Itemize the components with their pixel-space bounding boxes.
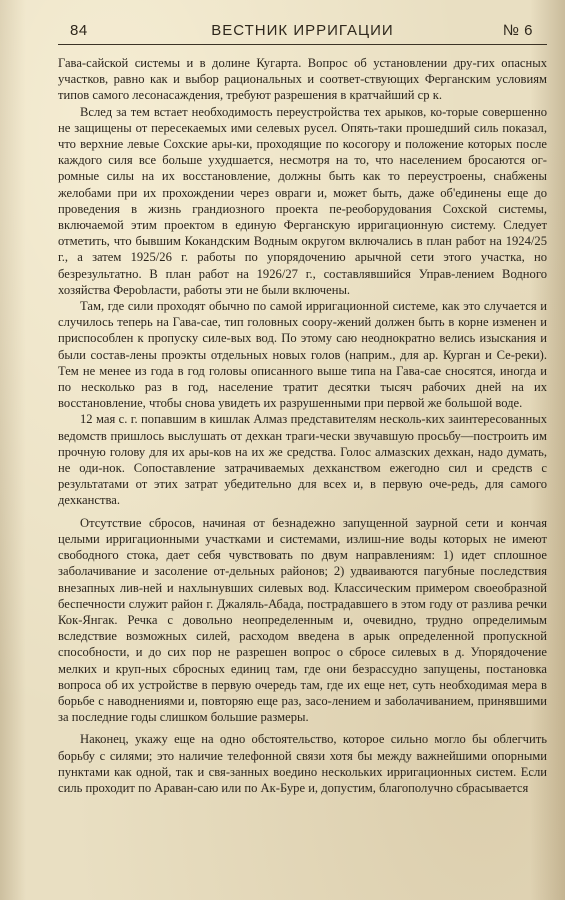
paragraph: Наконец, укажу еще на одно обстоятельство, которое сильно могло бы облегчить борьбу с силями; это наличие телефонной связи хотя бы между важнейшими опорными пунктами как одной, так и свя-занных воедино нескольких ирригационных систем. Если силь проходит по Араван-саю или по Ак-Буре и, допустим, благополучно сбрасывается	[58, 732, 547, 795]
paragraph: Там, где сили проходят обычно по самой ирригационной системе, как это случается и случилось теперь на Гава-сае, тип головных соору-жений должен быть в корне изменен и приспособлен к пропуску силе-вых вод. По этому саю неоднократно велись изыскания и были состав-лены проэкты отдельных новых голов (наприм., для ар. Курган и Се-реки). Тем не менее из года в год головы описанного выше типа на Гава-сае сносятся, иногда и по несколько раз в год, население тратит десятки тысяч рабочих дней на их восстановление, чтобы снова увидеть их разрушенными при первой же большой воде.	[58, 299, 547, 411]
article-body	[58, 55, 547, 796]
paragraph: Гава-сайской системы и в долине Кугарта. Вопрос об установлении дру-гих опасных участков, равно как и выбор рациональных и соответ-ствующих Ферганским условиям типов самого лесонасаждения, требуют разрешения в кратчайший ср к.	[58, 56, 547, 103]
journal-title: ВЕСТНИК ИРРИГАЦИИ	[211, 22, 394, 39]
page-number: 84	[70, 22, 88, 39]
journal-page	[58, 20, 547, 796]
running-header	[58, 20, 547, 45]
paragraph: Отсутствие сбросов, начиная от безнадежно запущенной заурной сети и кончая целыми ирригационными участками и системами, излиш-ние воды которых не имеют свободного стока, дает себя чувствовать по двум направлениям: 1) идет сплошное заболачивание и засоление от-дельных районов; 2) удваиваются пагубные последствия внезапных лив-ней и нахлынувших силевых вод. Классическим примером своеобразной беспечности служит район г. Джаляль-Абада, пострадавшего в этом году от разлива речки Кок-Янгак. Речка с довольно неопределенным и, очевидно, трудно определимым вследствие возможных силей, расходом введена в арык определенной пропускной способности, и до сих пор не разрешен вопрос о сбросе силевых в д. Упорядочение мелких и круп-ных сбросных единиц там, где они безрассудно запущены, постановка вопроса об их устройстве в первую очередь там, где их еще нет, суть необходимая мера в борьбе с наводнениями и, повторяю еще раз, засо-лением и заболачиванием, принявшими за последние годы слишком большие размеры.	[58, 515, 547, 725]
paragraph: Вслед за тем встает необходимость переустройства тех арыков, ко-торые совершенно не защищены от пересекаемых ими селевых русел. Опять-таки прошедший силь показал, что верхние левые Сохские ары-ки, проходящие по косогору и положение которых после каждого силя все больше ухудшается, несмотря на то, что населением бросаются ог-ромные силы на их восстановление, должны быть как то переустроены, снабжены желобами при их прохождении через овраги и, может быть, даже об'единены еще до проведения в жизнь грандиозного проекта пе-реоборудования Сохской системы, включаемой этим проектом в единую Ферганскую ирригационную систему. Следует отметить, что бывшим Кокандским Водным округом включались в план работ на 1924/25 г., а затем 1925/26 г. работы по упорядочению арычной сети этого участка, но безрезультатно. В план работ на 1926/27 г., составлявшийся Управ-лением Водного хозяйства Ферobласти, работы эти не были включены.	[58, 104, 547, 297]
paragraph: 12 мая с. г. попавшим в кишлак Алмаз представителям несколь-ких заинтересованных ведомств пришлось выслушать от дехкан траги-чески звучавшую просьбу—построить им прочную голову для их ары-ков на их же средства. Голос алмазских дехкан, надо думать, не оди-нок. Сопоставление затрачиваемых дехканством ежегодно сил и средств с результатами от этих затрат убедительно для всех и, в первую оче-редь, для самого дехканства.	[58, 412, 547, 508]
issue-number: № 6	[502, 22, 533, 39]
